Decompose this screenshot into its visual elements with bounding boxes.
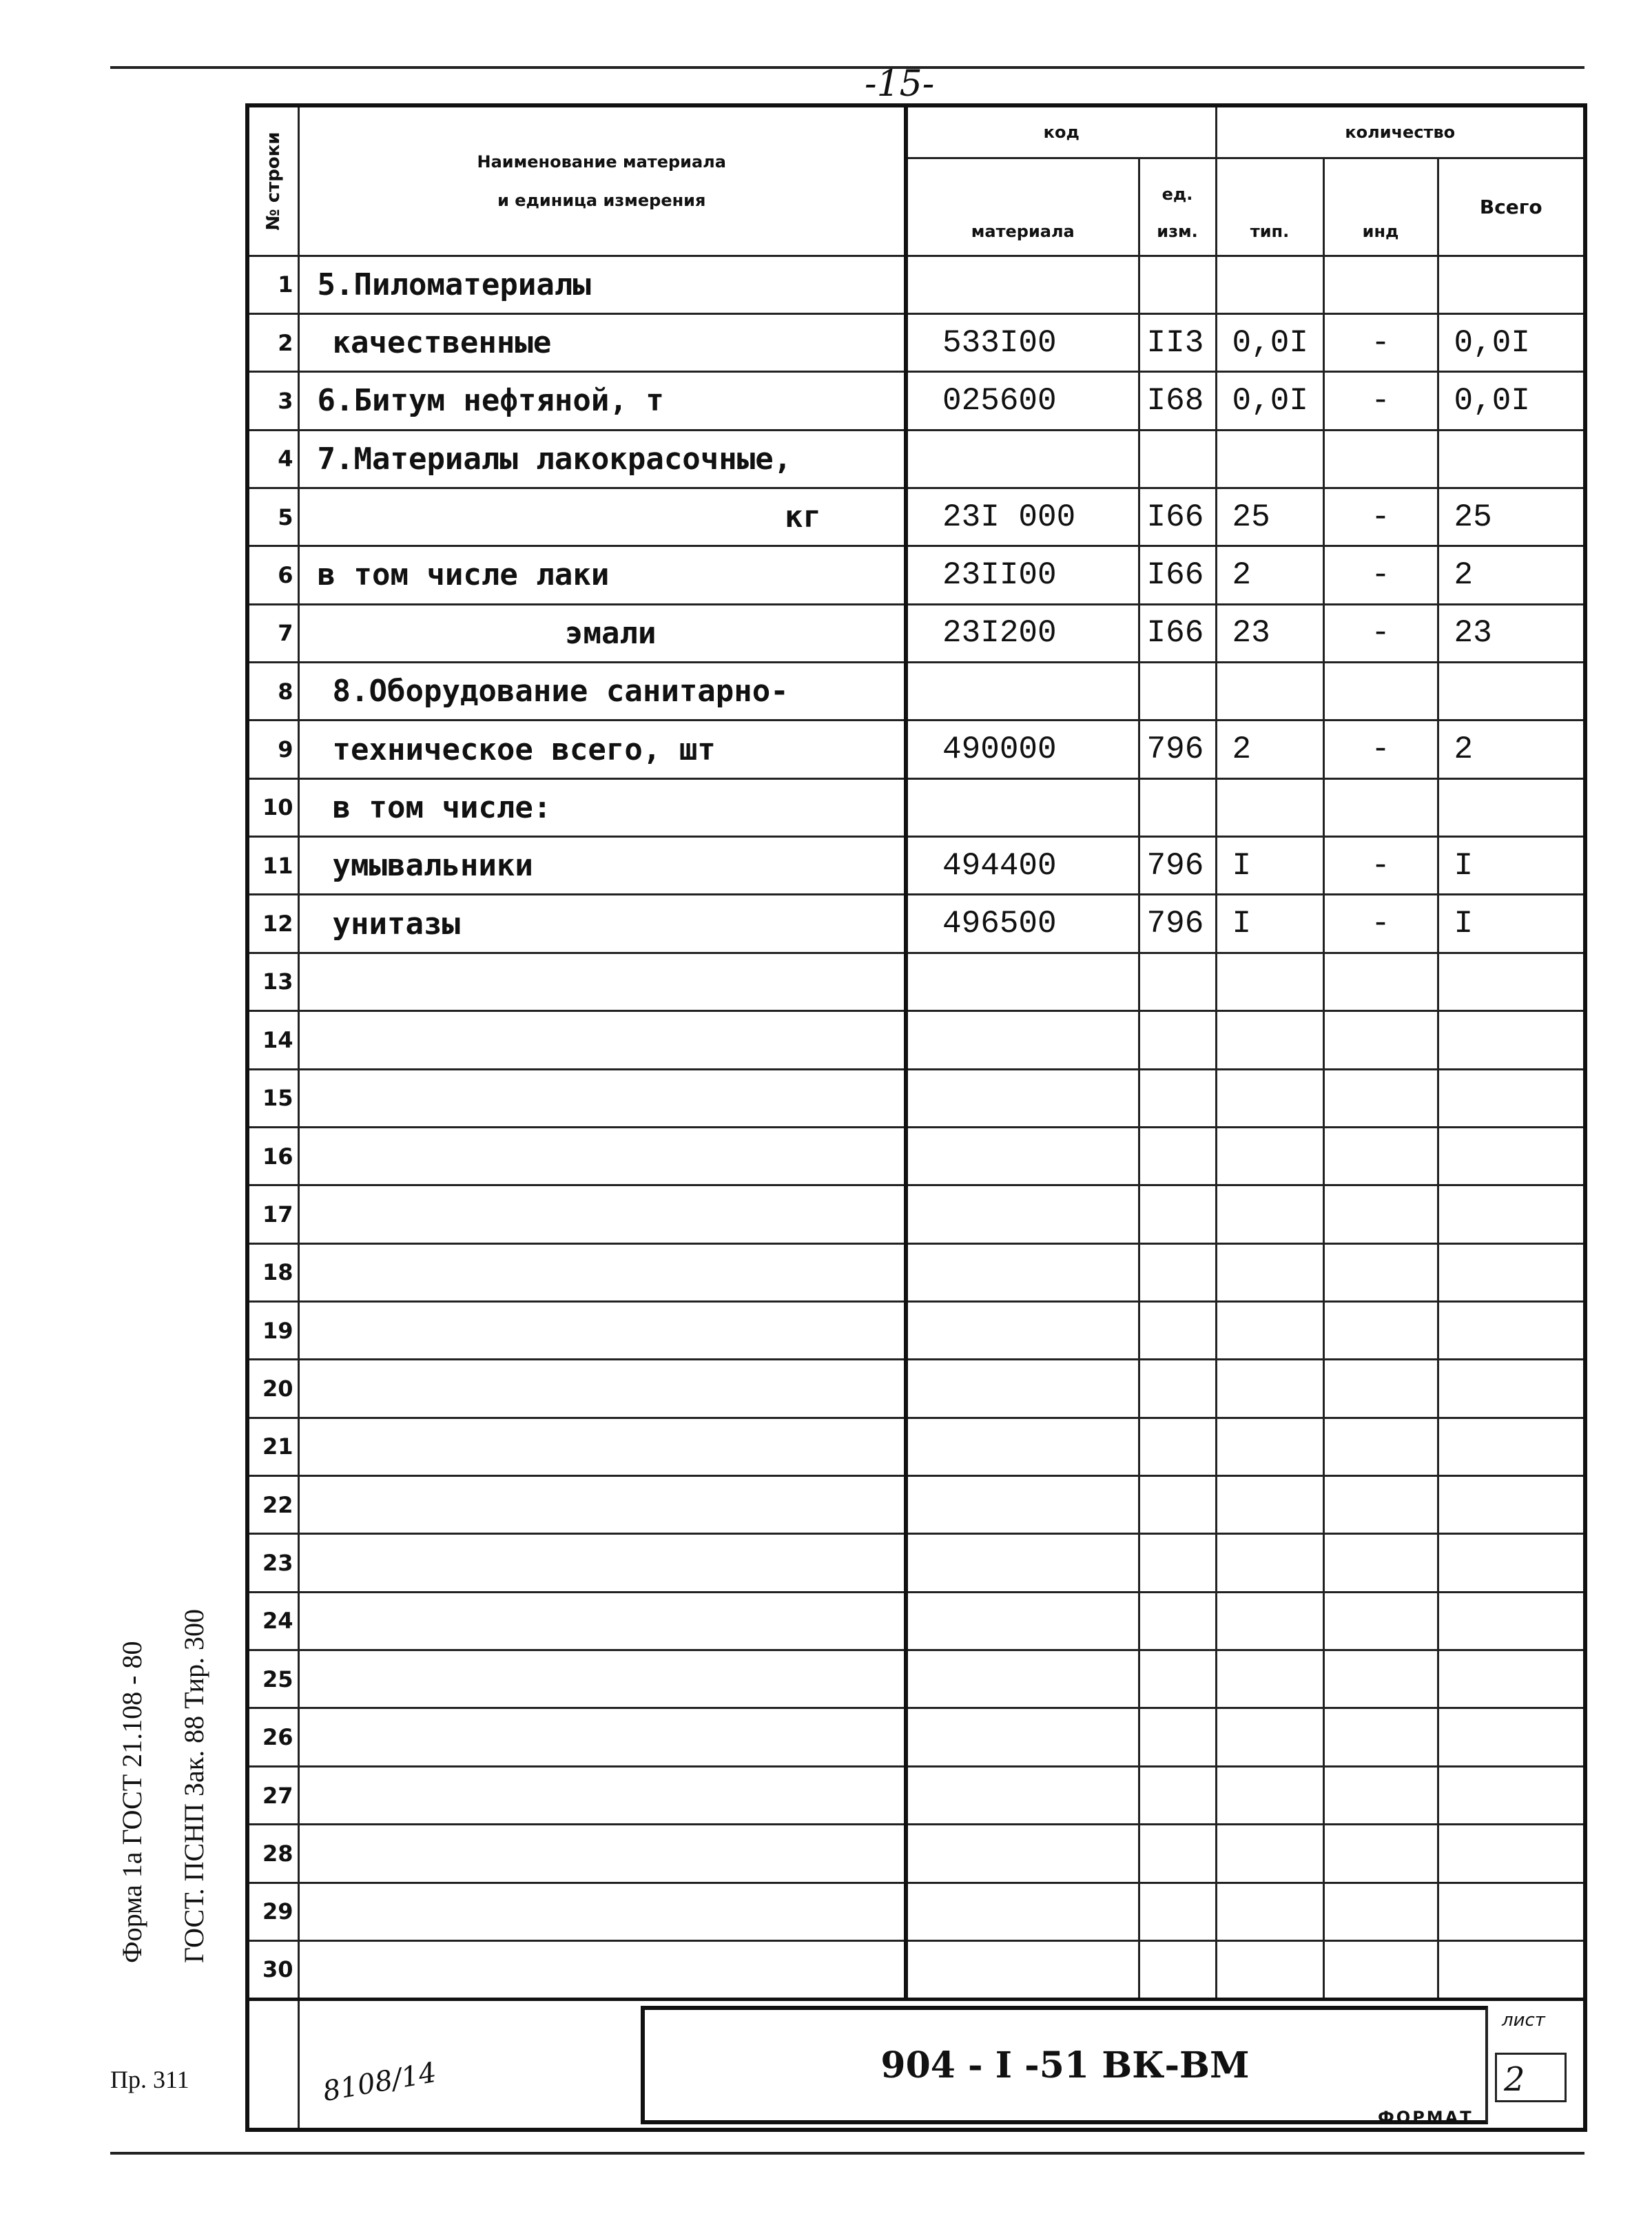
row-number-cell: 7 bbox=[247, 604, 298, 662]
row-name-cell: кг bbox=[298, 488, 906, 546]
row-qty-individual-cell bbox=[1323, 1360, 1438, 1418]
row-qty-total-cell: 0,0I bbox=[1438, 313, 1585, 371]
row-name-cell: умывальники bbox=[298, 837, 906, 895]
row-qty-total-cell bbox=[1438, 778, 1585, 836]
row-material-code-cell: 490000 bbox=[906, 720, 1139, 778]
row-qty-total-cell bbox=[1438, 663, 1585, 720]
row-number-cell: 4 bbox=[247, 430, 298, 488]
row-qty-typical-cell bbox=[1216, 1592, 1323, 1650]
table-row bbox=[247, 1185, 1585, 1243]
row-qty-individual-cell bbox=[1323, 1011, 1438, 1069]
row-qty-typical-cell bbox=[1216, 1825, 1323, 1883]
header-code-unit: ед. изм. bbox=[1139, 158, 1216, 256]
title-block-designation: 904 - I -51 ВК-ВМ bbox=[641, 2006, 1488, 2124]
row-name-cell bbox=[298, 1069, 906, 1127]
row-name-cell: в том числе лаки bbox=[298, 546, 906, 604]
header-code-material: материала bbox=[906, 158, 1139, 256]
table-row bbox=[247, 895, 1585, 953]
row-qty-individual-cell bbox=[1323, 256, 1438, 313]
row-unit-code-cell bbox=[1139, 1243, 1216, 1301]
row-qty-total-cell bbox=[1438, 1766, 1585, 1824]
table-row bbox=[247, 1825, 1585, 1883]
table-row bbox=[247, 1011, 1585, 1069]
row-material-code-cell bbox=[906, 1476, 1139, 1534]
row-name-cell bbox=[298, 1534, 906, 1592]
row-name-cell: 5.Пиломатериалы bbox=[298, 256, 906, 313]
row-material-code-cell bbox=[906, 1360, 1139, 1418]
row-qty-individual-cell bbox=[1323, 1476, 1438, 1534]
row-material-code-cell bbox=[906, 1534, 1139, 1592]
format-label: ФОРМАТ bbox=[1378, 2108, 1474, 2127]
row-unit-code-cell bbox=[1139, 1127, 1216, 1185]
row-qty-individual-cell bbox=[1323, 1825, 1438, 1883]
row-unit-code-cell bbox=[1139, 1825, 1216, 1883]
row-qty-typical-cell bbox=[1216, 256, 1323, 313]
row-material-code-cell bbox=[906, 953, 1139, 1010]
row-unit-code-cell bbox=[1139, 1360, 1216, 1418]
row-name-cell bbox=[298, 1592, 906, 1650]
top-rule bbox=[110, 66, 1584, 69]
row-qty-total-cell bbox=[1438, 1185, 1585, 1243]
row-qty-individual-cell: - bbox=[1323, 313, 1438, 371]
signature: 8108/14 bbox=[320, 2056, 439, 2108]
row-number-cell: 29 bbox=[247, 1883, 298, 1940]
row-qty-total-cell: 2 bbox=[1438, 546, 1585, 604]
row-unit-code-cell: 796 bbox=[1139, 895, 1216, 953]
row-qty-typical-cell: 2 bbox=[1216, 720, 1323, 778]
row-qty-typical-cell bbox=[1216, 1476, 1323, 1534]
row-qty-typical-cell bbox=[1216, 953, 1323, 1010]
row-qty-typical-cell: 2 bbox=[1216, 546, 1323, 604]
row-material-code-cell bbox=[906, 1185, 1139, 1243]
row-qty-individual-cell bbox=[1323, 953, 1438, 1010]
row-unit-code-cell: I66 bbox=[1139, 546, 1216, 604]
row-material-code-cell bbox=[906, 1650, 1139, 1708]
table-row bbox=[247, 546, 1585, 604]
row-name-cell bbox=[298, 1185, 906, 1243]
page-number: -15- bbox=[865, 63, 935, 105]
row-unit-code-cell: II3 bbox=[1139, 313, 1216, 371]
table-row bbox=[247, 1650, 1585, 1708]
row-material-code-cell: 025600 bbox=[906, 372, 1139, 430]
row-qty-individual-cell: - bbox=[1323, 604, 1438, 662]
row-material-code-cell: 23I200 bbox=[906, 604, 1139, 662]
row-qty-individual-cell bbox=[1323, 778, 1438, 836]
row-material-code-cell bbox=[906, 778, 1139, 836]
row-qty-total-cell bbox=[1438, 1476, 1585, 1534]
materials-table bbox=[245, 103, 1587, 2132]
row-unit-code-cell bbox=[1139, 1534, 1216, 1592]
row-qty-typical-cell bbox=[1216, 1766, 1323, 1824]
row-material-code-cell bbox=[906, 1301, 1139, 1359]
header-qty-total: Всего bbox=[1438, 158, 1585, 256]
row-name-cell bbox=[298, 1476, 906, 1534]
header-code-group: код bbox=[906, 105, 1216, 158]
row-number-cell: 15 bbox=[247, 1069, 298, 1127]
row-qty-typical-cell: 0,0I bbox=[1216, 313, 1323, 371]
table-row bbox=[247, 1592, 1585, 1650]
row-qty-total-cell bbox=[1438, 1534, 1585, 1592]
row-qty-total-cell: I bbox=[1438, 837, 1585, 895]
row-qty-individual-cell bbox=[1323, 1883, 1438, 1940]
header-quantity-group: количество bbox=[1216, 105, 1585, 158]
table-row bbox=[247, 372, 1585, 430]
row-qty-typical-cell bbox=[1216, 663, 1323, 720]
row-name-cell bbox=[298, 1708, 906, 1766]
row-name-cell: 6.Битум нефтяной, т bbox=[298, 372, 906, 430]
row-unit-code-cell bbox=[1139, 1011, 1216, 1069]
row-material-code-cell: 496500 bbox=[906, 895, 1139, 953]
row-number-cell: 13 bbox=[247, 953, 298, 1010]
row-qty-total-cell bbox=[1438, 1650, 1585, 1708]
row-number-cell: 26 bbox=[247, 1708, 298, 1766]
row-qty-total-cell: 2 bbox=[1438, 720, 1585, 778]
row-unit-code-cell: I66 bbox=[1139, 604, 1216, 662]
row-name-cell bbox=[298, 1766, 906, 1824]
row-number-cell: 17 bbox=[247, 1185, 298, 1243]
row-material-code-cell bbox=[906, 1883, 1139, 1940]
row-qty-total-cell: 25 bbox=[1438, 488, 1585, 546]
row-unit-code-cell bbox=[1139, 1185, 1216, 1243]
row-qty-individual-cell bbox=[1323, 663, 1438, 720]
row-number-cell: 14 bbox=[247, 1011, 298, 1069]
table-row bbox=[247, 663, 1585, 720]
row-material-code-cell bbox=[906, 1069, 1139, 1127]
row-unit-code-cell bbox=[1139, 256, 1216, 313]
row-unit-code-cell bbox=[1139, 1766, 1216, 1824]
row-qty-individual-cell: - bbox=[1323, 720, 1438, 778]
row-number-cell: 8 bbox=[247, 663, 298, 720]
table-row bbox=[247, 1069, 1585, 1127]
table-row bbox=[247, 1708, 1585, 1766]
row-qty-typical-cell bbox=[1216, 1708, 1323, 1766]
row-qty-total-cell bbox=[1438, 1069, 1585, 1127]
row-qty-individual-cell bbox=[1323, 430, 1438, 488]
table-row bbox=[247, 313, 1585, 371]
row-qty-typical-cell bbox=[1216, 1940, 1323, 1999]
row-number-cell: 12 bbox=[247, 895, 298, 953]
row-unit-code-cell bbox=[1139, 1069, 1216, 1127]
footer-cell bbox=[247, 1999, 298, 2130]
row-qty-total-cell bbox=[1438, 430, 1585, 488]
row-unit-code-cell bbox=[1139, 1650, 1216, 1708]
row-qty-typical-cell bbox=[1216, 1360, 1323, 1418]
row-qty-typical-cell: 0,0I bbox=[1216, 372, 1323, 430]
row-material-code-cell bbox=[906, 1940, 1139, 1999]
row-number-cell: 30 bbox=[247, 1940, 298, 1999]
row-qty-total-cell bbox=[1438, 1301, 1585, 1359]
row-qty-individual-cell: - bbox=[1323, 372, 1438, 430]
row-qty-typical-cell: I bbox=[1216, 895, 1323, 953]
row-qty-typical-cell bbox=[1216, 430, 1323, 488]
row-qty-typical-cell bbox=[1216, 1127, 1323, 1185]
row-unit-code-cell bbox=[1139, 1301, 1216, 1359]
row-qty-typical-cell: 23 bbox=[1216, 604, 1323, 662]
row-qty-total-cell bbox=[1438, 953, 1585, 1010]
row-qty-total-cell bbox=[1438, 1243, 1585, 1301]
table-row bbox=[247, 720, 1585, 778]
sheet-box bbox=[1485, 2006, 1576, 2116]
row-number-cell: 21 bbox=[247, 1418, 298, 1475]
row-qty-individual-cell bbox=[1323, 1940, 1438, 1999]
row-qty-typical-cell bbox=[1216, 1883, 1323, 1940]
row-qty-total-cell: 0,0I bbox=[1438, 372, 1585, 430]
row-qty-individual-cell bbox=[1323, 1243, 1438, 1301]
row-unit-code-cell bbox=[1139, 1476, 1216, 1534]
side-print-note: ГОСТ. ПСНП Зак. 88 Тир. 300 bbox=[178, 1608, 209, 1963]
header-qty-individual: инд bbox=[1323, 158, 1438, 256]
row-qty-individual-cell: - bbox=[1323, 837, 1438, 895]
sheet-number: 2 bbox=[1495, 2053, 1567, 2102]
row-name-cell: техническое всего, шт bbox=[298, 720, 906, 778]
row-name-cell: 7.Материалы лакокрасочные, bbox=[298, 430, 906, 488]
row-number-cell: 24 bbox=[247, 1592, 298, 1650]
row-number-cell: 9 bbox=[247, 720, 298, 778]
row-number-cell: 1 bbox=[247, 256, 298, 313]
row-material-code-cell: 494400 bbox=[906, 837, 1139, 895]
row-unit-code-cell bbox=[1139, 1883, 1216, 1940]
row-unit-code-cell: 796 bbox=[1139, 837, 1216, 895]
row-qty-total-cell bbox=[1438, 256, 1585, 313]
row-material-code-cell bbox=[906, 663, 1139, 720]
row-qty-typical-cell bbox=[1216, 1650, 1323, 1708]
row-material-code-cell bbox=[906, 1011, 1139, 1069]
row-qty-individual-cell bbox=[1323, 1069, 1438, 1127]
row-material-code-cell bbox=[906, 1418, 1139, 1475]
table-row bbox=[247, 778, 1585, 836]
table-row bbox=[247, 488, 1585, 546]
table-row bbox=[247, 1940, 1585, 1999]
row-name-cell bbox=[298, 1940, 906, 1999]
row-number-cell: 20 bbox=[247, 1360, 298, 1418]
row-name-cell bbox=[298, 1243, 906, 1301]
row-qty-total-cell bbox=[1438, 1592, 1585, 1650]
table-row bbox=[247, 837, 1585, 895]
row-number-cell: 6 bbox=[247, 546, 298, 604]
row-qty-typical-cell bbox=[1216, 1301, 1323, 1359]
table-row bbox=[247, 604, 1585, 662]
header-row-number: № строки bbox=[247, 105, 298, 256]
row-material-code-cell bbox=[906, 1127, 1139, 1185]
table-row bbox=[247, 1301, 1585, 1359]
row-number-cell: 27 bbox=[247, 1766, 298, 1824]
row-unit-code-cell: I66 bbox=[1139, 488, 1216, 546]
row-material-code-cell: 533I00 bbox=[906, 313, 1139, 371]
row-number-cell: 25 bbox=[247, 1650, 298, 1708]
row-unit-code-cell bbox=[1139, 1418, 1216, 1475]
bottom-rule bbox=[110, 2152, 1584, 2155]
row-number-cell: 18 bbox=[247, 1243, 298, 1301]
table-row bbox=[247, 1127, 1585, 1185]
row-qty-individual-cell bbox=[1323, 1418, 1438, 1475]
row-unit-code-cell bbox=[1139, 778, 1216, 836]
row-unit-code-cell: 796 bbox=[1139, 720, 1216, 778]
row-qty-typical-cell bbox=[1216, 778, 1323, 836]
table-row bbox=[247, 1766, 1585, 1824]
row-number-cell: 2 bbox=[247, 313, 298, 371]
row-name-cell bbox=[298, 1650, 906, 1708]
table-row bbox=[247, 953, 1585, 1010]
row-unit-code-cell bbox=[1139, 430, 1216, 488]
side-pr-note: Пр. 311 bbox=[110, 2066, 189, 2093]
row-number-cell: 22 bbox=[247, 1476, 298, 1534]
header-name: Наименование материала и единица измерения bbox=[298, 105, 906, 256]
row-number-cell: 16 bbox=[247, 1127, 298, 1185]
row-qty-individual-cell bbox=[1323, 1766, 1438, 1824]
row-name-cell: в том числе: bbox=[298, 778, 906, 836]
table-row bbox=[247, 256, 1585, 313]
row-qty-typical-cell bbox=[1216, 1243, 1323, 1301]
row-qty-typical-cell bbox=[1216, 1185, 1323, 1243]
row-material-code-cell bbox=[906, 1766, 1139, 1824]
row-material-code-cell: 23II00 bbox=[906, 546, 1139, 604]
row-qty-typical-cell: 25 bbox=[1216, 488, 1323, 546]
row-qty-typical-cell bbox=[1216, 1011, 1323, 1069]
row-unit-code-cell bbox=[1139, 1940, 1216, 1999]
row-number-cell: 23 bbox=[247, 1534, 298, 1592]
row-qty-typical-cell bbox=[1216, 1534, 1323, 1592]
row-unit-code-cell bbox=[1139, 1708, 1216, 1766]
row-material-code-cell bbox=[906, 1243, 1139, 1301]
sheet-label: лист bbox=[1502, 2010, 1545, 2031]
row-qty-individual-cell bbox=[1323, 1127, 1438, 1185]
row-qty-individual-cell bbox=[1323, 1592, 1438, 1650]
row-name-cell bbox=[298, 953, 906, 1010]
row-qty-typical-cell bbox=[1216, 1418, 1323, 1475]
row-qty-total-cell bbox=[1438, 1360, 1585, 1418]
row-qty-individual-cell bbox=[1323, 1650, 1438, 1708]
row-material-code-cell bbox=[906, 1592, 1139, 1650]
row-qty-total-cell bbox=[1438, 1418, 1585, 1475]
row-qty-total-cell bbox=[1438, 1011, 1585, 1069]
row-number-cell: 5 bbox=[247, 488, 298, 546]
row-name-cell bbox=[298, 1825, 906, 1883]
row-name-cell bbox=[298, 1127, 906, 1185]
row-name-cell bbox=[298, 1360, 906, 1418]
table-row bbox=[247, 1360, 1585, 1418]
table-row bbox=[247, 1243, 1585, 1301]
side-form-note: Форма 1а ГОСТ 21.108 - 80 bbox=[116, 1641, 147, 1963]
row-name-cell: качественные bbox=[298, 313, 906, 371]
table-row bbox=[247, 1534, 1585, 1592]
row-qty-typical-cell bbox=[1216, 1069, 1323, 1127]
table-row bbox=[247, 1418, 1585, 1475]
row-qty-individual-cell bbox=[1323, 1708, 1438, 1766]
row-number-cell: 19 bbox=[247, 1301, 298, 1359]
row-unit-code-cell: I68 bbox=[1139, 372, 1216, 430]
row-name-cell: 8.Оборудование санитарно- bbox=[298, 663, 906, 720]
row-qty-total-cell bbox=[1438, 1883, 1585, 1940]
row-qty-total-cell: 23 bbox=[1438, 604, 1585, 662]
table-row bbox=[247, 1476, 1585, 1534]
row-number-cell: 3 bbox=[247, 372, 298, 430]
table-row bbox=[247, 430, 1585, 488]
table-row bbox=[247, 1883, 1585, 1940]
row-qty-total-cell bbox=[1438, 1940, 1585, 1999]
row-name-cell bbox=[298, 1011, 906, 1069]
row-name-cell: унитазы bbox=[298, 895, 906, 953]
row-material-code-cell bbox=[906, 1708, 1139, 1766]
header-qty-typical: тип. bbox=[1216, 158, 1323, 256]
row-material-code-cell bbox=[906, 256, 1139, 313]
row-qty-total-cell bbox=[1438, 1127, 1585, 1185]
row-material-code-cell: 23I 000 bbox=[906, 488, 1139, 546]
row-material-code-cell bbox=[906, 430, 1139, 488]
row-qty-total-cell bbox=[1438, 1825, 1585, 1883]
row-name-cell: эмали bbox=[298, 604, 906, 662]
row-qty-total-cell bbox=[1438, 1708, 1585, 1766]
row-qty-individual-cell: - bbox=[1323, 488, 1438, 546]
row-name-cell bbox=[298, 1301, 906, 1359]
row-unit-code-cell bbox=[1139, 1592, 1216, 1650]
row-qty-individual-cell bbox=[1323, 1301, 1438, 1359]
row-qty-individual-cell: - bbox=[1323, 546, 1438, 604]
row-qty-individual-cell bbox=[1323, 1185, 1438, 1243]
row-unit-code-cell bbox=[1139, 663, 1216, 720]
row-name-cell bbox=[298, 1418, 906, 1475]
row-qty-individual-cell: - bbox=[1323, 895, 1438, 953]
row-qty-individual-cell bbox=[1323, 1534, 1438, 1592]
row-qty-typical-cell: I bbox=[1216, 837, 1323, 895]
row-qty-total-cell: I bbox=[1438, 895, 1585, 953]
row-number-cell: 11 bbox=[247, 837, 298, 895]
row-number-cell: 28 bbox=[247, 1825, 298, 1883]
row-material-code-cell bbox=[906, 1825, 1139, 1883]
row-name-cell bbox=[298, 1883, 906, 1940]
row-unit-code-cell bbox=[1139, 953, 1216, 1010]
row-number-cell: 10 bbox=[247, 778, 298, 836]
